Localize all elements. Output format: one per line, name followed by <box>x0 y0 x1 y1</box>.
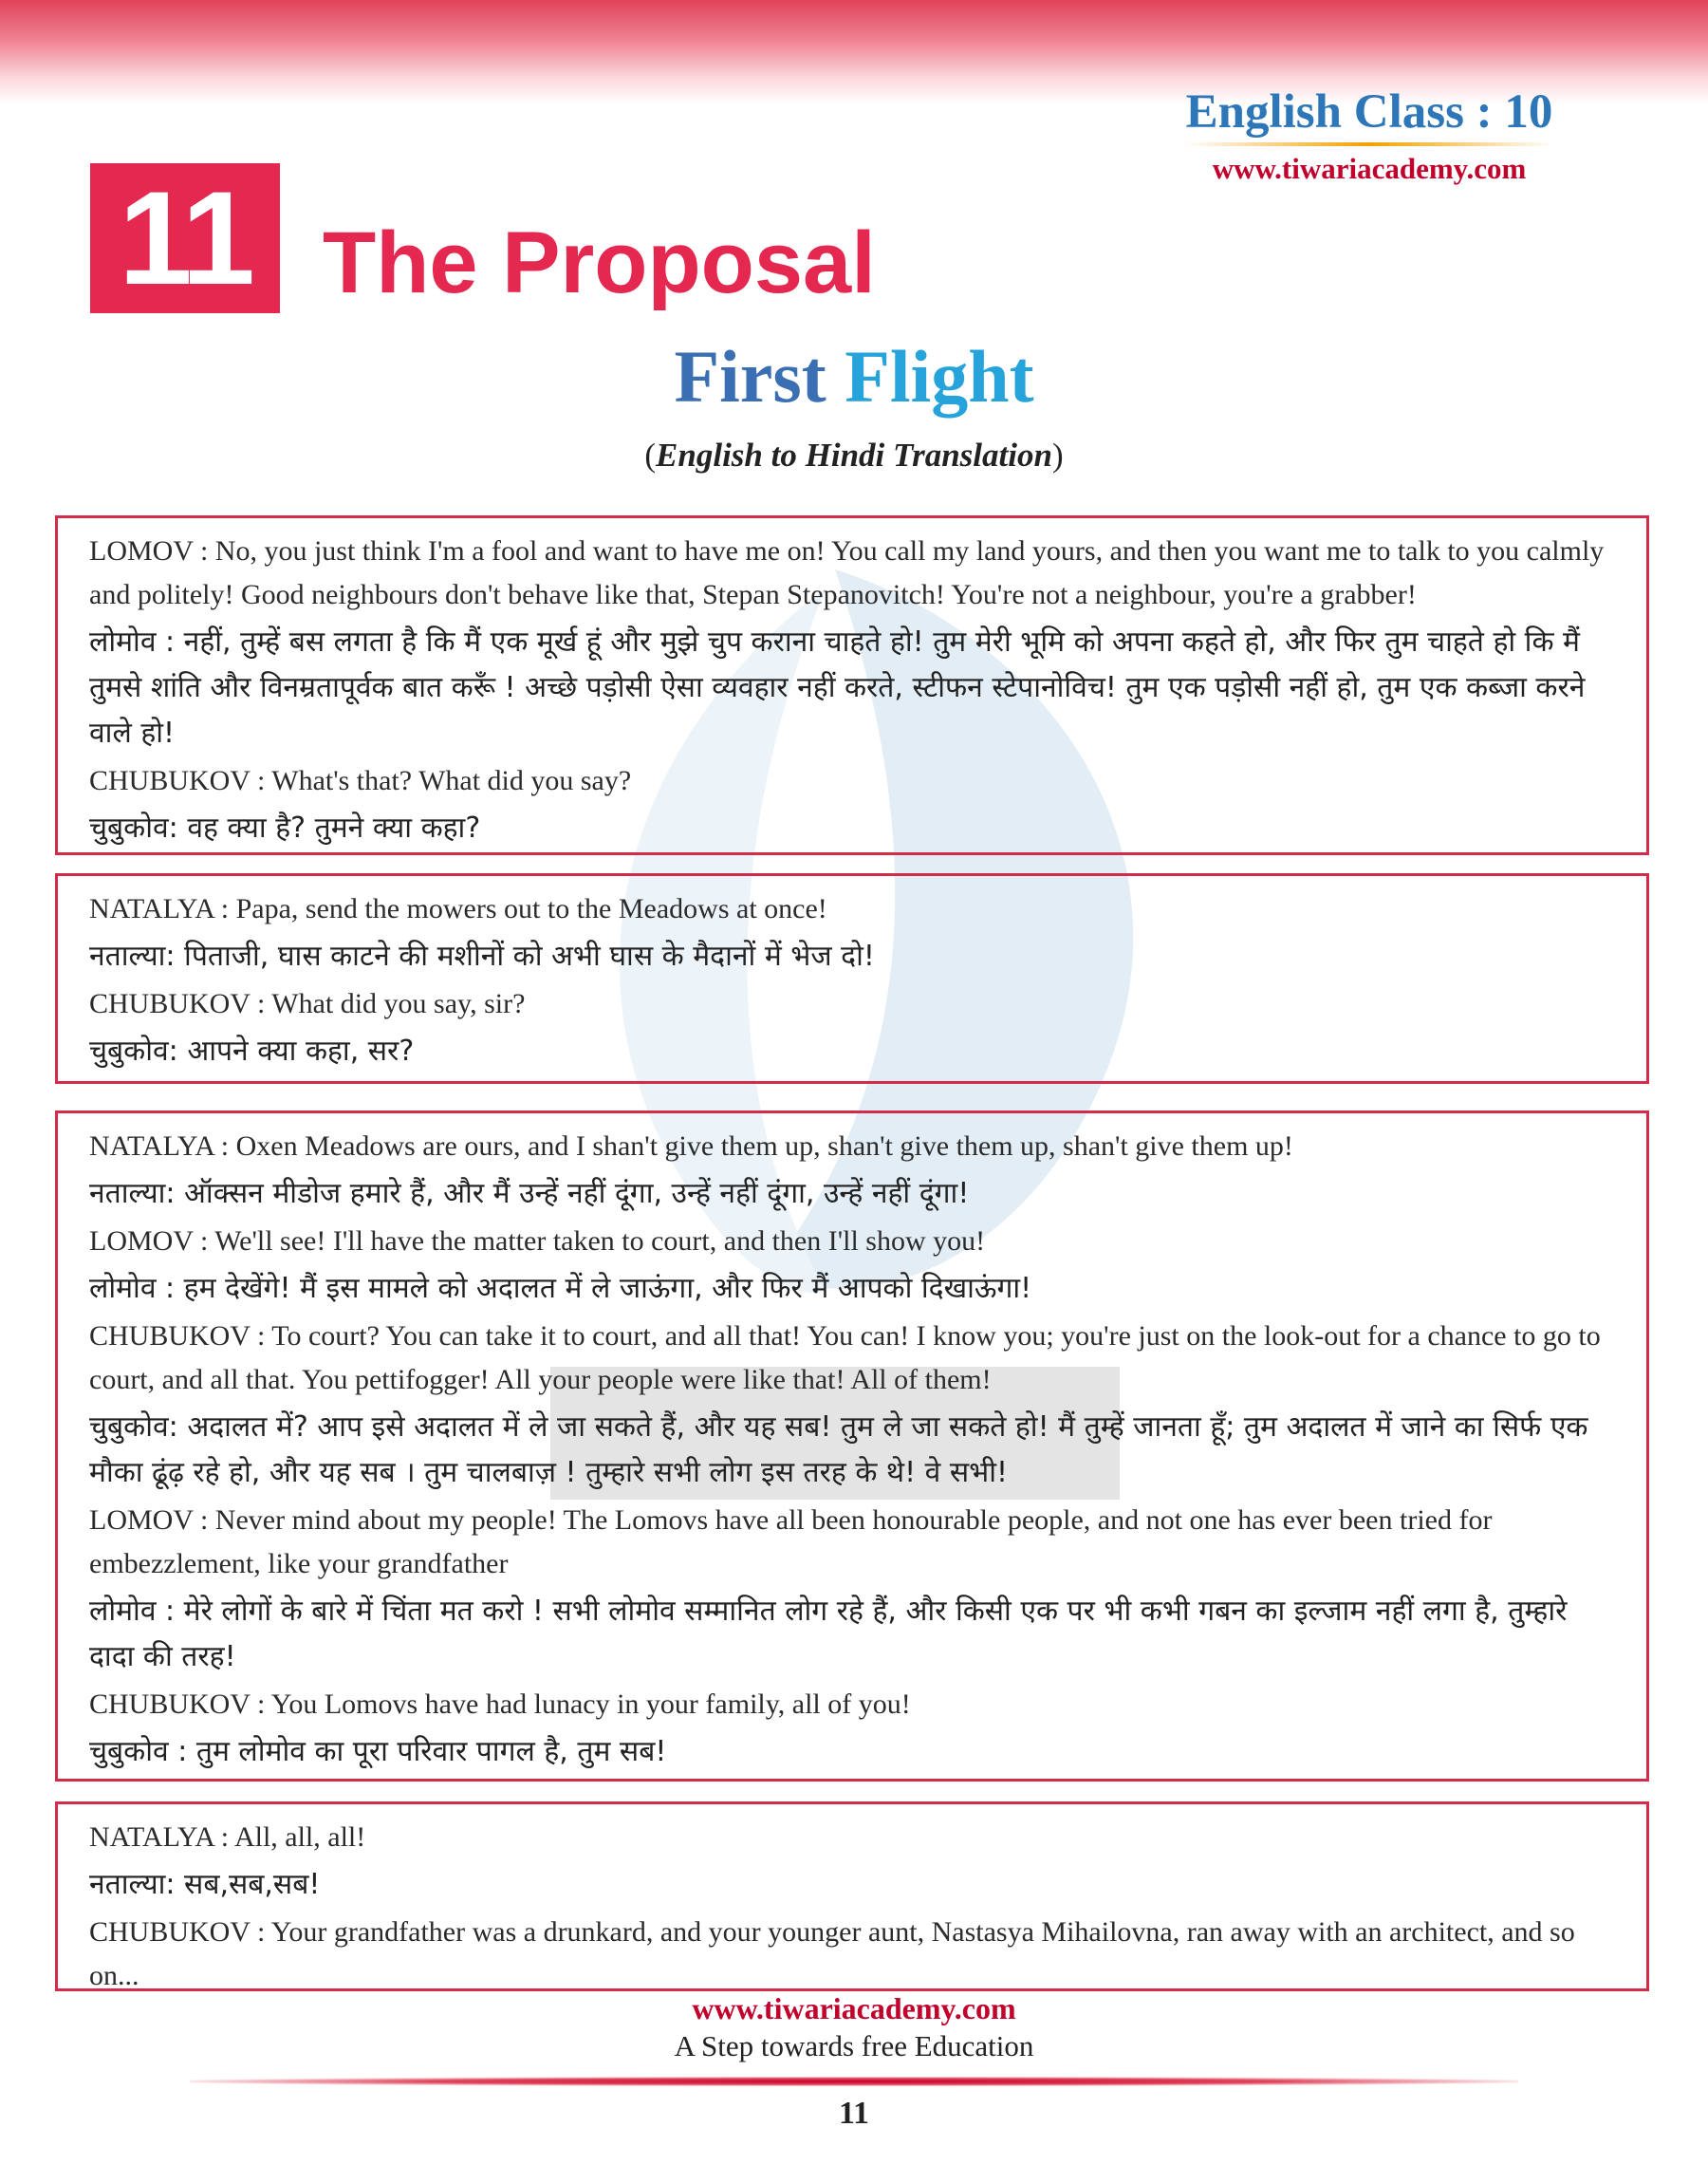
dialogue-line-english: LOMOV : No, you just think I'm a fool and want to have me on! You call my land yours, and then you want me to talk to you calmly and politely! Good neighbours don't behave like that, Stepan Stepanovitch! You're not a neighbour, you're a grabber! <box>89 535 1605 610</box>
chapter-title: The Proposal <box>323 215 876 311</box>
dialogue-line-english: NATALYA : Oxen Meadows are ours, and I shan't give them up, shan't give them up, shan't give them up! <box>89 1130 1293 1162</box>
dialogue-line-hindi: नताल्या: सब,सब,सब! <box>89 1868 321 1901</box>
dialogue-line-hindi: नताल्या: पिताजी, घास काटने की मशीनों को अभी घास के मैदानों में भेज दो! <box>89 940 875 973</box>
page-number: 11 <box>838 2096 870 2131</box>
footer-tagline: A Step towards free Education <box>674 2029 1034 2062</box>
dialogue-line-english: CHUBUKOV : To court? You can take it to court, and all that! You can! I know you; you're just on the look-out for a chance to go to court, and all that. You pettifogger! All your people were like that! All of them! <box>89 1320 1601 1395</box>
header-site-link[interactable]: www.tiwariacademy.com <box>1212 152 1527 185</box>
dialogue-line-hindi: चुबुकोव: आपने क्या कहा, सर? <box>89 1035 415 1068</box>
book-title-word-2: Flight <box>845 335 1034 418</box>
footer-site-link[interactable]: www.tiwariacademy.com <box>692 1991 1016 2025</box>
dialogue-line-english: NATALYA : Papa, send the mowers out to the Meadows at once! <box>89 893 827 924</box>
subtitle-close-paren: ) <box>1051 437 1064 474</box>
book-title <box>0 334 1708 420</box>
dialogue-line-english: CHUBUKOV : What's that? What did you say? <box>89 765 632 796</box>
dialogue-line-hindi: चुबुकोव : तुम लोमोव का पूरा परिवार पागल है, तुम सब! <box>89 1735 667 1768</box>
dialogue-box-1 <box>55 515 1649 855</box>
subtitle-open-paren: ( <box>644 437 657 474</box>
dialogue-line-hindi: चुबुकोव: अदालत में? आप इसे अदालत में ले जा सकते हैं, और यह सब! तुम ले जा सकते हो! मैं तुम्हें जानता हूँ; तुम अदालत में जाने का सिर्फ एक मौका ढूंढ़ रहे हो, और यह सब । तुम चालबाज़ ! तुम्हारे सभी लोग इस तरह के थे! वे सभी! <box>89 1410 1588 1489</box>
translation-subtitle <box>0 435 1708 476</box>
chapter-number: 11 <box>90 163 280 313</box>
dialogue-line-hindi: लोमोव : नहीं, तुम्हें बस लगता है कि मैं एक मूर्ख हूं और मुझे चुप कराना चाहते हो! तुम मेरी भूमि को अपना कहते हो, और फिर तुम चाहते हो कि मैं तुमसे शांति और विनम्रतापूर्वक बात करूँ ! अच्छे पड़ोसी ऐसा व्यवहार नहीं करते, स्टीफन स्टेपानोविच! तुम एक पड़ोसी नहीं हो, तुम एक कब्जा करने वाले हो! <box>89 625 1586 750</box>
dialogue-line-hindi: नताल्या: ऑक्सन मीडोज हमारे हैं, और मैं उन्हें नहीं दूंगा, उन्हें नहीं दूंगा, उन्हें नहीं दूंगा! <box>89 1177 970 1210</box>
dialogue-box-4 <box>55 1801 1649 1991</box>
dialogue-line-english: CHUBUKOV : You Lomovs have had lunacy in your family, all of you! <box>89 1689 911 1720</box>
book-title-word-1: First <box>674 335 826 418</box>
dialogue-line-english: CHUBUKOV : Your grandfather was a drunkard, and your younger aunt, Nastasya Mihailovna, ran away with an architect, and so on... <box>89 1916 1575 1991</box>
dialogue-line-english: LOMOV : We'll see! I'll have the matter taken to court, and then I'll show you! <box>89 1225 986 1257</box>
brand-block <box>1170 84 1569 186</box>
dialogue-line-english: LOMOV : Never mind about my people! The Lomovs have all been honourable people, and not one has ever been tried for embezzlement, like your grandfather <box>89 1504 1493 1579</box>
class-label: English Class : 10 <box>1185 85 1553 139</box>
dialogue-box-2 <box>55 873 1649 1084</box>
footer-divider <box>190 2077 1518 2086</box>
dialogue-box-3 <box>55 1110 1649 1782</box>
dialogue-line-english: CHUBUKOV : What did you say, sir? <box>89 988 526 1019</box>
dialogue-line-english: NATALYA : All, all, all! <box>89 1821 366 1853</box>
brand-underline <box>1184 142 1554 146</box>
dialogue-line-hindi: लोमोव : मेरे लोगों के बारे में चिंता मत करो ! सभी लोमोव सम्मानित लोग रहे हैं, और किसी एक पर भी कभी गबन का इल्जाम नहीं लगा है, तुम्हारे दादा की तरह! <box>89 1595 1568 1673</box>
dialogue-line-hindi: लोमोव : हम देखेंगे! मैं इस मामले को अदालत में ले जाऊंगा, और फिर मैं आपको दिखाऊंगा! <box>89 1272 1032 1305</box>
subtitle-text: English to Hindi Translation <box>656 437 1052 474</box>
dialogue-line-hindi: चुबुकोव: वह क्या है? तुमने क्या कहा? <box>89 812 481 845</box>
